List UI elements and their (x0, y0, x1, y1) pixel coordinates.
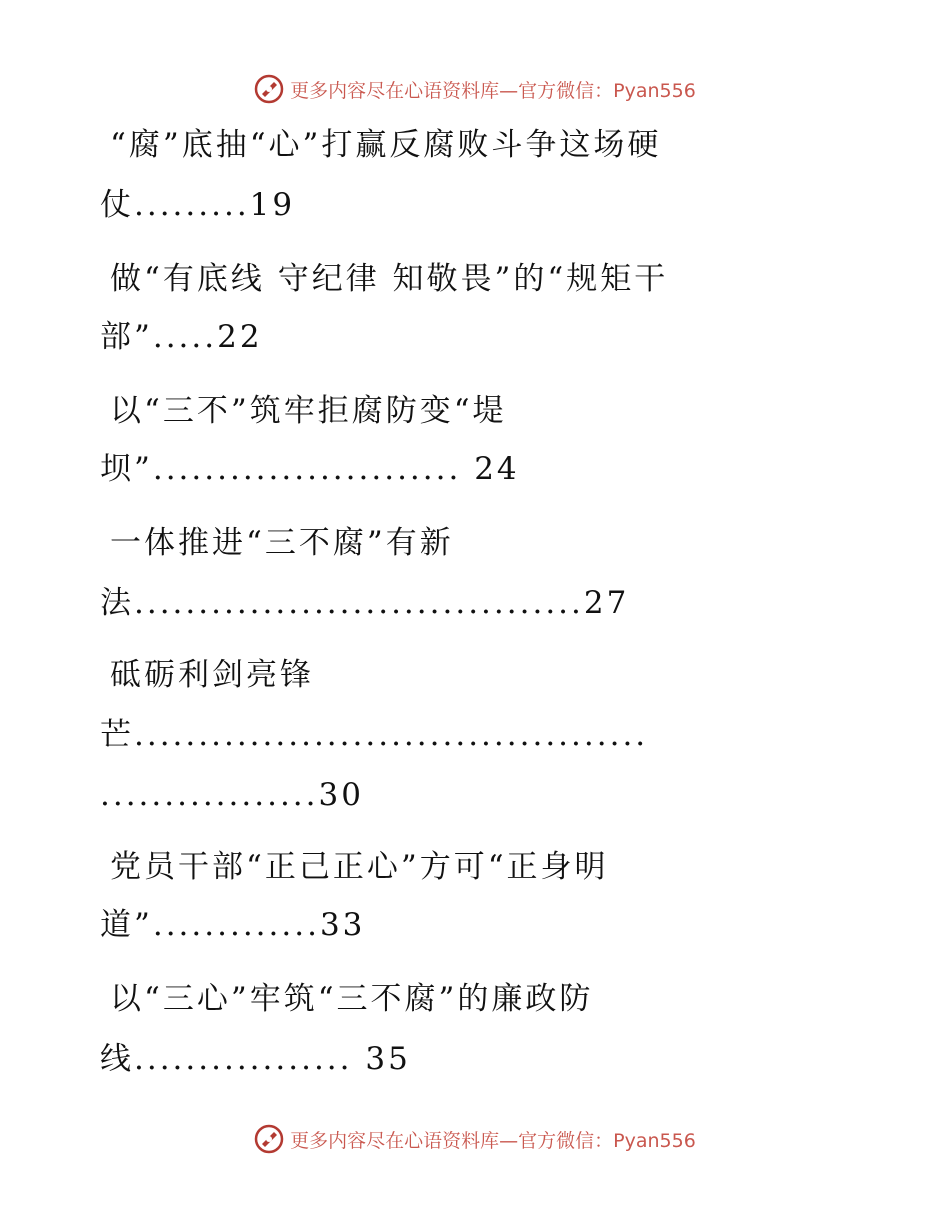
toc-entry-leader-continued: .................30 (100, 777, 364, 813)
footer-banner (0, 1124, 950, 1154)
toc-entry-leader: 芒........................................ (100, 717, 649, 753)
footer-banner-text: 更多内容尽在心语资料库—官方微信：Pyan556 (290, 1129, 696, 1152)
toc-entry-title: 一体推进“三不腐”有新 (110, 525, 454, 561)
brand-logo-icon (254, 1124, 284, 1154)
toc-entry-title: 做“有底线 守纪律 知敬畏”的“规矩干 (110, 261, 669, 297)
toc-entry-title: 砥砺利剑亮锋 (110, 657, 314, 693)
toc-entry-leader: 道”.............33 (100, 907, 366, 943)
toc-entry-leader: 仗.........19 (100, 187, 296, 223)
toc-entry-title: “腐”底抽“心”打赢反腐败斗争这场硬 (110, 127, 662, 163)
toc-entry-leader: 法...................................27 (100, 585, 630, 621)
toc-entry-title: 以“三不”筑牢拒腐防变“堤 (110, 393, 507, 429)
header-banner-text: 更多内容尽在心语资料库—官方微信：Pyan556 (290, 79, 696, 102)
header-banner (0, 74, 950, 104)
toc-entry-title: 党员干部“正己正心”方可“正身明 (110, 849, 609, 885)
toc-entry-title: 以“三心”牢筑“三不腐”的廉政防 (110, 981, 594, 1017)
toc-entry-leader: 线................. 35 (100, 1041, 411, 1077)
brand-logo-icon (254, 74, 284, 104)
toc-entry-leader: 坝”........................ 24 (100, 451, 520, 487)
toc-entry-leader: 部”.....22 (100, 319, 263, 355)
